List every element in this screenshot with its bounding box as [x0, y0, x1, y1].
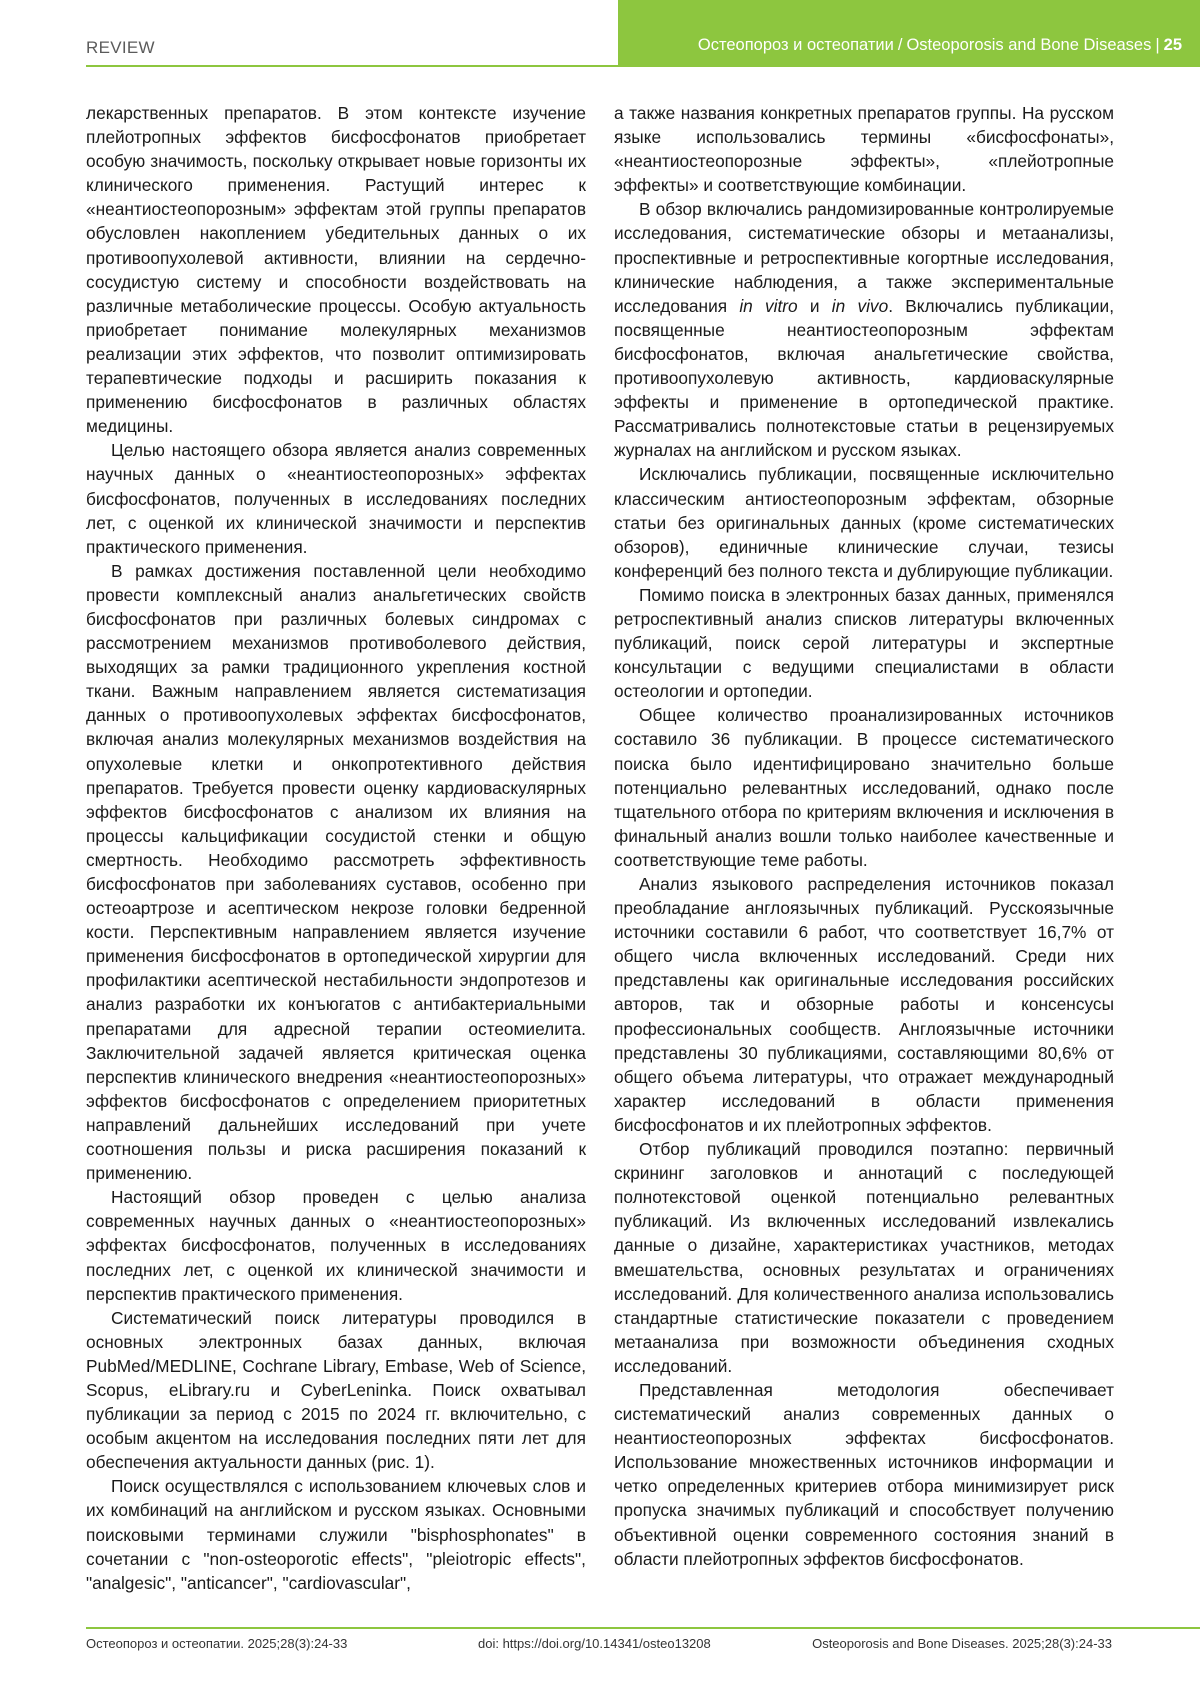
right-paragraph-8: Представленная методология обеспечивает систематический анализ современных данных о неантиостеопорозных эффектах бисфосфонатов. Использование множественных источников информации и четко определенных критериев отбора минимизирует риск пропуска значимых публикаций и способствует получению объективной оценки современного состояния знаний в области плейотропных эффектов бисфосфонатов.: [614, 1379, 1114, 1569]
left-paragraph-6: Поиск осуществлялся с использованием ключевых слов и их комбинаций на английском и русском языках. Основными поисковыми терминами служили "bisphosphonates" в сочетании с "non-osteoporotic effects", "pleiotropic effects", "analgesic", "anticancer", "cardiovascular",: [86, 1476, 586, 1593]
in-vitro-term: in vitro: [739, 295, 798, 316]
right-paragraph-2: [614, 197, 1114, 462]
journal-title-separator: /: [897, 36, 903, 54]
header-rule: [86, 65, 618, 67]
journal-title-en: Osteoporosis and Bone Diseases: [906, 36, 1152, 54]
right-paragraph-2-part-a: В обзор включались рандомизированные контролируемые исследования, систематические обзоры и метаанализы, проспективные и ретроспективные когортные исследования, клинические наблюдения, а также экспериментальные исследования: [614, 199, 1114, 316]
right-paragraph-7: Отбор публикаций проводился поэтапно: первичный скрининг заголовков и аннотаций с последующей полнотекстовой оценкой потенциально релевантных публикаций. Из включенных исследований извлекались данные о дизайне, характеристиках участников, методах вмешательства, основных результатах и ограничениях исследований. Для количественного анализа использовались стандартные статистические показатели с проведением метаанализа при возможности объединения сходных исследований.: [614, 1139, 1114, 1376]
page-number-separator: |: [1155, 36, 1160, 54]
footer-citation-ru: Остеопороз и остеопатии. 2025;28(3):24-33: [86, 1636, 348, 1651]
left-paragraph-4: Настоящий обзор проведен с целью анализа современных научных данных о «неантиостеопорозных» эффектах бисфосфонатов, полученных в исследованиях последних лет, с оценкой их клинической значимости и перспектив практического применения.: [86, 1187, 586, 1304]
in-vivo-term: in vivo: [831, 295, 889, 316]
right-paragraph-1: а также названия конкретных препаратов группы. На русском языке использовались термины «бисфосфонаты», «неантиостеопорозные эффекты», «плейотропные эффекты» и соответствующие комбинации.: [614, 103, 1114, 196]
footer-citation-en: Osteoporosis and Bone Diseases. 2025;28(3):24-33: [812, 1636, 1112, 1651]
header-section-label: REVIEW: [86, 38, 155, 57]
footer-rule: [86, 1627, 1200, 1629]
left-text-column: [86, 101, 586, 1595]
page-number: 25: [1163, 36, 1182, 54]
left-paragraph-1: лекарственных препаратов. В этом контексте изучение плейотропных эффектов бисфосфонатов приобретает особую значимость, поскольку открывает новые горизонты их клинического применения. Растущий интерес к «неантиостеопорозным» эффектам этой группы препаратов обусловлен накоплением убедительных данных о их противоопухолевой активности, влиянии на сердечно-сосудистую систему и способности воздействовать на различные метаболические процессы. Особую актуальность приобретает понимание молекулярных механизмов реализации этих эффектов, что позволит оптимизировать терапевтические подходы и расширить показания к применению бисфосфонатов в различных областях медицины.: [86, 103, 586, 437]
right-paragraph-3: Исключались публикации, посвященные исключительно классическим антиостеопорозным эффектам, обзорные статьи без оригинальных данных (кроме систематических обзоров), единичные клинические случаи, тезисы конференций без полного текста и дублирующие публикации.: [614, 464, 1114, 581]
journal-title-ru: Остеопороз и остеопатии: [697, 36, 894, 54]
right-paragraph-6: Анализ языкового распределения источников показал преобладание англоязычных публикаций. Русскоязычные источники составили 6 работ, что соответствует 16,7% от общего числа включенных исследований. Среди них представлены как оригинальные исследования российских авторов, так и обзорные работы и консенсусы профессиональных сообществ. Англоязычные источники представлены 30 публикациями, составляющими 80,6% от общего объема литературы, что отражает международный характер исследований в области применения бисфосфонатов и их плейотропных эффектов.: [614, 874, 1114, 1135]
header-journal-band: [618, 0, 1200, 67]
footer-doi: doi: https://doi.org/10.14341/osteo13208: [478, 1636, 711, 1651]
left-paragraph-3: В рамках достижения поставленной цели необходимо провести комплексный анализ анальгетических свойств бисфосфонатов при различных болевых синдромах с рассмотрением механизмов противоболевого действия, выходящих за рамки традиционного укрепления костной ткани. Важным направлением является систематизация данных о противоопухолевых эффектах бисфосфонатов, включая анализ молекулярных механизмов воздействия на опухолевые клетки и онкопротективного действия препаратов. Требуется провести оценку кардиоваскулярных эффектов бисфосфонатов с анализом их влияния на процессы кальцификации сосудистой стенки и общую смертность. Необходимо рассмотреть эффективность бисфосфонатов при заболеваниях суставов, особенно при остеоартрозе и асептическом некрозе головки бедренной кости. Перспективным направлением является изучение применения бисфосфонатов в ортопедической хирургии для профилактики асептической нестабильности эндопротезов и анализ разработки их конъюгатов с антибактериальными препаратами для адресной терапии остеомиелита. Заключительной задачей является критическая оценка перспектив клинического внедрения «неантиостеопорозных» эффектов бисфосфонатов с определением приоритетных направлений дальнейших исследований при учете соотношения пользы и риска расширения показаний к применению.: [86, 560, 586, 1184]
right-text-column: [614, 101, 1114, 1571]
right-paragraph-5: Общее количество проанализированных источников составило 36 публикации. В процессе систематического поиска было идентифицировано значительно больше потенциально релевантных исследований, однако после тщательного отбора по критериям включения и исключения в финальный анализ вошли только наиболее качественные и соответствующие теме работы.: [614, 705, 1114, 870]
left-paragraph-5: Систематический поиск литературы проводился в основных электронных базах данных, включая PubMed/MEDLINE, Cochrane Library, Embase, Web of Science, Scopus, eLibrary.ru и CyberLeninka. Поиск охватывал публикации за период с 2015 по 2024 гг. включительно, с особым акцентом на исследования последних пяти лет для обеспечения актуальности данных (рис. 1).: [86, 1307, 586, 1473]
right-paragraph-2-conjunction: и: [797, 295, 832, 316]
right-paragraph-4: Помимо поиска в электронных базах данных, применялся ретроспективный анализ списков литературы включенных публикаций, поиск серой литературы и экспертные консультации с ведущими специалистами в области остеологии и ортопедии.: [614, 584, 1114, 702]
left-paragraph-2: Целью настоящего обзора является анализ современных научных данных о «неантиостеопорозных» эффектах бисфосфонатов, полученных в исследованиях последних лет, с оценкой их клинической значимости и перспектив практического применения.: [86, 440, 586, 557]
right-paragraph-2-part-b: . Включались публикации, посвященные неантиостеопорозным эффектам бисфосфонатов, включая анальгетические свойства, противоопухолевую активность, кардиоваскулярные эффекты и применение в ортопедической практике. Рассматривались полнотекстовые статьи в рецензируемых журналах на английском и русском языках.: [614, 295, 1114, 461]
